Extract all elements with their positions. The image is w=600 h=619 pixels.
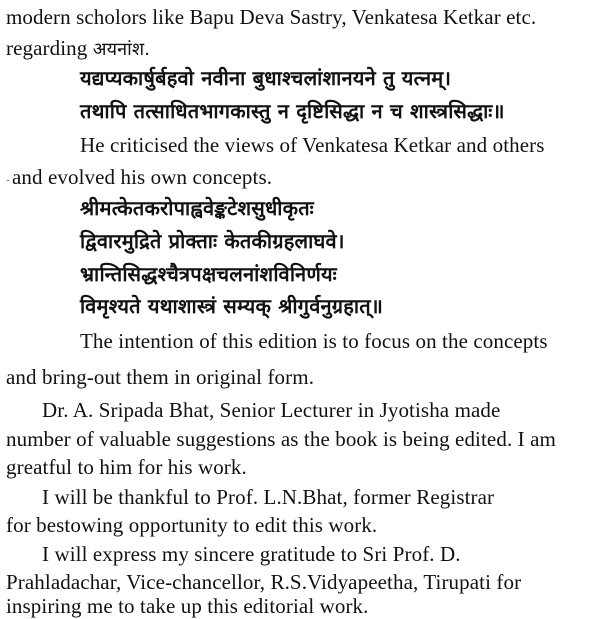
stray-mark: · bbox=[6, 173, 10, 187]
verse-2-line-4: विमृश्यते यथाशास्त्रं सम्यक् श्रीगुर्वनुग्रहात्॥ bbox=[80, 294, 384, 318]
intention-line-2: and bring-out them in original form. bbox=[6, 365, 315, 389]
verse-1-line-1: यद्यप्यकार्षुर्बहवो नवीना बुधाश्चलांशानयने तु यत्नम्। bbox=[80, 66, 452, 90]
ack-1-line-1: Dr. A. Sripada Bhat, Senior Lecturer in Jyotisha made bbox=[42, 398, 501, 422]
ack-1-line-2: number of valuable suggestions as the book is being edited. I am bbox=[6, 427, 556, 451]
verse-2-line-3: भ्रान्तिसिद्धश्चैत्रपक्षचलनांशविनिर्णयः bbox=[80, 262, 337, 286]
intro-line-2-text: regarding bbox=[6, 36, 93, 60]
ack-2-line-1: I will be thankful to Prof. L.N.Bhat, former Registrar bbox=[42, 485, 495, 509]
verse-2-line-2: द्विवारमुद्रिते प्रोक्ताः केतकीग्रहलाघवे। bbox=[80, 229, 345, 253]
ack-3-line-3: inspiring me to take up this editorial work. bbox=[6, 594, 369, 618]
intention-line-1: The intention of this edition is to focus on the concepts bbox=[80, 329, 548, 353]
ack-2-line-2: for bestowing opportunity to edit this work. bbox=[6, 513, 378, 537]
verse-2-line-1: श्रीमत्केतकरोपाह्ववेङ्कटेशसुधीकृतः bbox=[80, 196, 314, 220]
intro-line-2 bbox=[6, 35, 150, 63]
criticism-line-2: and evolved his own concepts. bbox=[12, 165, 273, 189]
ack-3-line-2: Prahladachar, Vice-chancellor, R.S.Vidyapeetha, Tirupati for bbox=[6, 570, 522, 594]
ack-3-line-1: I will express my sincere gratitude to Sri Prof. D. bbox=[42, 542, 461, 566]
verse-1-line-2: तथापि तत्साधितभागकास्तु न दृष्टिसिद्धा न च शास्त्रसिद्धाः॥ bbox=[80, 99, 505, 123]
ayanamsha-term: अयनांश. bbox=[92, 39, 151, 60]
ack-1-line-3: greatful to him for his work. bbox=[6, 455, 247, 479]
intro-line-1: modern scholors like Bapu Deva Sastry, Venkatesa Ketkar etc. bbox=[6, 5, 537, 29]
criticism-line-1: He criticised the views of Venkatesa Ketkar and others bbox=[80, 133, 545, 157]
